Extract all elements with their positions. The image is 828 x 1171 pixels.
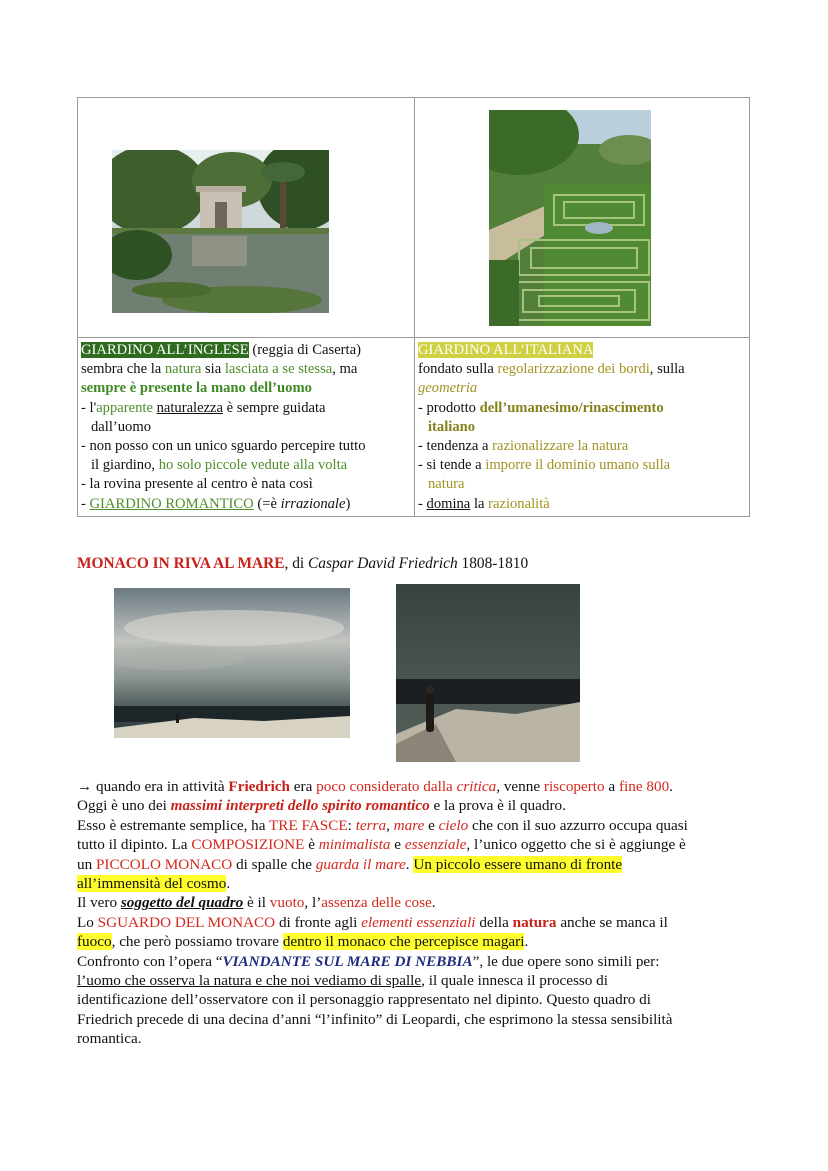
text-line: l’uomo che osserva la natura e che noi vediamo di spalle, il quale innesca il processo di (77, 972, 608, 990)
text-line: fondato sulla regolarizzazione dei bordi, sulla (418, 361, 685, 378)
italian-garden-title-line (418, 341, 748, 360)
text-line: identificazione dell’osservatore con il personaggio rappresentato nel dipinto. Questo quadro di (77, 991, 651, 1009)
italian-garden-photo (489, 110, 651, 326)
text-line: → quando era in attività Friedrich era poco considerato dalla critica, venne riscoperto a fine 800. (77, 778, 673, 795)
monk-by-the-sea-painting (114, 588, 350, 738)
painting-heading: MONACO IN RIVA AL MARE, di Caspar David Friedrich 1808-1810 (77, 555, 529, 572)
painting-title: MONACO IN RIVA AL MARE (77, 555, 285, 572)
text-line: natura (428, 476, 465, 493)
text-line: Esso è estremante semplice, ha TRE FASCE: terra, mare e cielo che con il suo azzurro occupa quasi (77, 816, 688, 834)
italian-garden-title: GIARDINO ALL’ITALIANA (418, 342, 594, 358)
monk-detail-painting (396, 584, 580, 762)
text-line: sempre è presente la mano dell’uomo (81, 380, 312, 397)
gardens-comparison-table (77, 97, 750, 517)
text-line: fuoco, che però possiamo trovare dentro il monaco che percepisce magari. (77, 933, 529, 951)
text-line: Il vero soggetto del quadro è il vuoto, l’assenza delle cose. (77, 894, 436, 912)
text-line: - tendenza a razionalizzare la natura (418, 438, 629, 455)
text-line: dall’uomo (91, 418, 151, 435)
text-line: romantica. (77, 1030, 142, 1048)
text-line: Confronto con l’opera “VIANDANTE SUL MARE DI NEBBIA”, le due opere sono simili per: (77, 952, 660, 970)
text-line: un PICCOLO MONACO di spalle che guarda il mare. Un piccolo essere umano di fronte (77, 855, 623, 873)
text-line: - si tende a imporre il dominio umano sulla (418, 457, 671, 474)
text-line: italiano (428, 418, 476, 435)
painting-analysis-text (77, 777, 757, 1049)
english-garden-photo (112, 150, 329, 313)
text-line: tutto il dipinto. La COMPOSIZIONE è minimalista e essenziale, l’unico oggetto che si è aggiunge è (77, 836, 686, 854)
italian-garden-description (418, 341, 748, 514)
table-row-divider (78, 337, 749, 338)
table-column-divider (414, 98, 415, 516)
english-garden-title-line: GIARDINO ALL’INGLESE (reggia di Caserta) (81, 342, 361, 358)
text-line: - prodotto dell’umanesimo/rinascimento (418, 399, 664, 416)
text-line: - GIARDINO ROMANTICO (=è irrazionale) (81, 495, 351, 512)
text-line: il giardino, ho solo piccole vedute alla volta (91, 457, 348, 474)
text-line: Lo SGUARDO DEL MONACO di fronte agli elementi essenziali della natura anche se manca il (77, 913, 668, 931)
english-garden-description (81, 341, 411, 514)
english-garden-title: GIARDINO ALL’INGLESE (81, 342, 249, 358)
text-line: Oggi è uno dei massimi interpreti dello spirito romantico e la prova è il quadro. (77, 797, 566, 815)
text-line: Friedrich precede di una decina d’anni “l’infinito” di Leopardi, che esprimono la stessa sensibilità (77, 1010, 673, 1028)
text-line: all’immensità del cosmo. (77, 875, 231, 893)
text-line: - la rovina presente al centro è nata così (81, 476, 313, 493)
text-line: - l'apparente naturalezza è sempre guidata (81, 399, 326, 416)
painting-years: 1808-1810 (457, 555, 529, 572)
text-line: - domina la razionalità (418, 495, 550, 512)
text-line: - non posso con un unico sguardo percepire tutto (81, 438, 366, 455)
artist-name: Caspar David Friedrich (308, 555, 458, 572)
text-line: sembra che la natura sia lasciata a se stessa, ma (81, 361, 358, 378)
text-line: geometria (418, 380, 478, 397)
arrow-right-icon: → (77, 778, 93, 795)
